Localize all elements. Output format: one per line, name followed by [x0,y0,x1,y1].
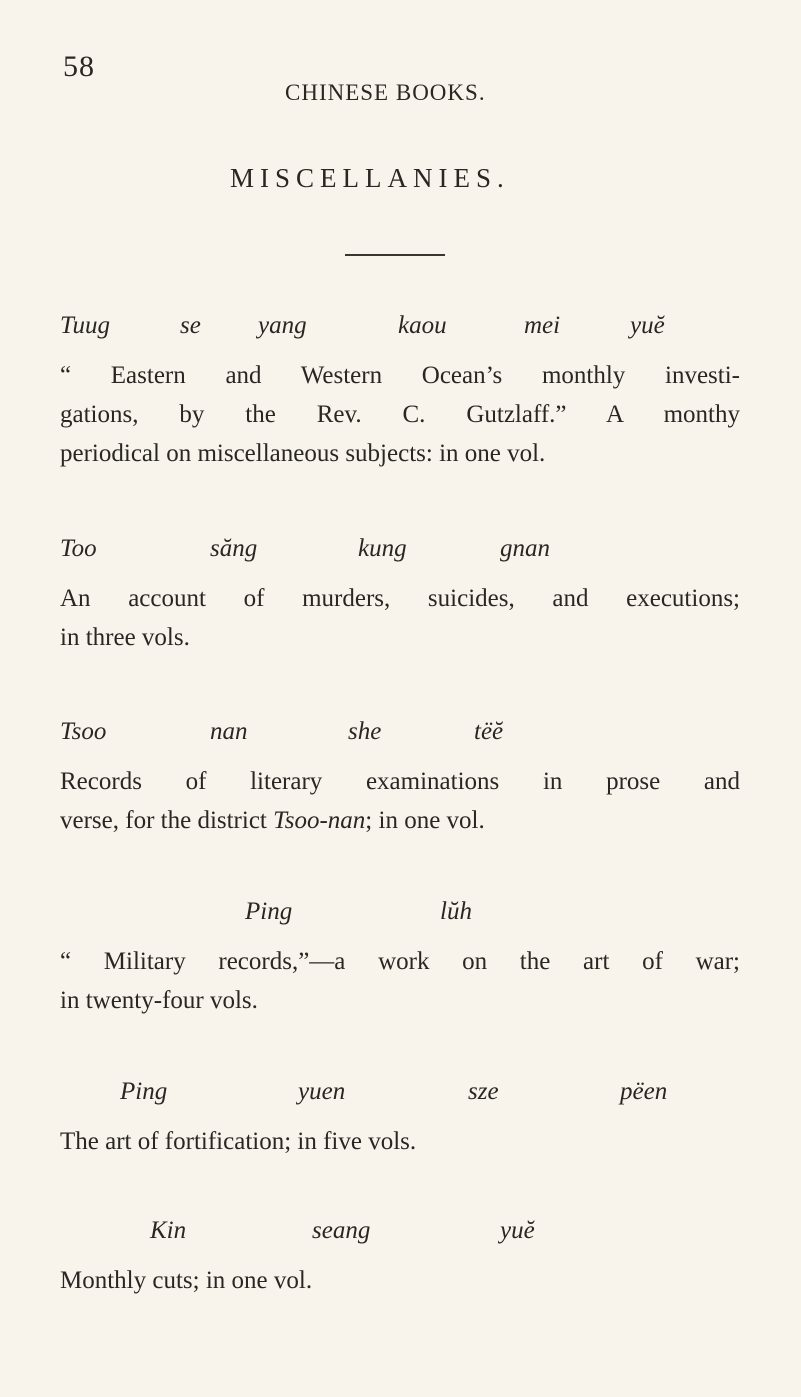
book-description [60,942,740,1020]
description-line: gations, by the Rev. C. Gutzlaff.” A monthy [60,401,740,428]
book-entry [60,535,740,657]
title-word: yuĕ [630,312,665,339]
book-entry [60,718,740,840]
description-line: An account of murders, suicides, and executions; [60,585,740,612]
book-title-romanized [60,1078,740,1118]
book-description [60,762,740,840]
title-word: gnan [500,535,550,562]
title-word: mei [524,312,561,339]
title-word: Ping [245,898,293,925]
running-head: CHINESE BOOKS. [285,80,486,105]
title-word: kung [358,535,407,562]
title-word: yuen [298,1078,346,1105]
description-line: in three vols. [60,624,190,651]
title-word: Tuug [60,312,111,339]
book-title-romanized [60,898,740,938]
book-entry [60,312,740,473]
title-word: nan [210,718,248,745]
title-word: kaou [398,312,447,339]
description-line: “ Military records,”—a work on the art of war; [60,948,740,975]
book-title-romanized [60,312,740,352]
title-word: she [348,718,382,745]
title-word: Kin [150,1217,187,1244]
section-divider [345,254,445,256]
description-line: Monthly cuts; in one vol. [60,1267,313,1294]
title-word: Too [60,535,97,562]
description-line: The art of fortification; in five vols. [60,1128,417,1155]
title-word: seang [312,1217,371,1244]
district-name: Tsoo-nan [273,807,366,834]
book-title-romanized [60,535,740,575]
book-title-romanized [60,1217,740,1257]
book-description [60,1261,740,1300]
description-line: Records of literary examinations in prose and [60,768,740,795]
description-text: verse, for the district [60,807,274,834]
section-title: MISCELLANIES. [230,163,510,193]
description-line [60,801,740,840]
description-line: periodical on miscellaneous subjects: in one vol. [60,440,546,467]
title-word: pëen [620,1078,668,1105]
book-entry [60,1217,740,1300]
book-title-romanized [60,718,740,758]
title-word: sze [468,1078,499,1105]
description-line: “ Eastern and Western Ocean’s monthly investi- [60,362,740,389]
book-entry [60,898,740,1020]
title-word: se [180,312,201,339]
title-word: lŭh [440,898,472,925]
book-description [60,356,740,473]
title-word: săng [210,535,258,562]
book-description [60,579,740,657]
title-word: Ping [120,1078,168,1105]
page-number: 58 [63,50,95,83]
title-word: yuĕ [500,1217,535,1244]
description-text: ; in one vol. [365,807,485,834]
book-entry [60,1078,740,1161]
title-word: yang [258,312,307,339]
title-word: tëĕ [474,718,504,745]
book-description [60,1122,740,1161]
description-line: in twenty-four vols. [60,987,258,1014]
title-word: Tsoo [60,718,107,745]
